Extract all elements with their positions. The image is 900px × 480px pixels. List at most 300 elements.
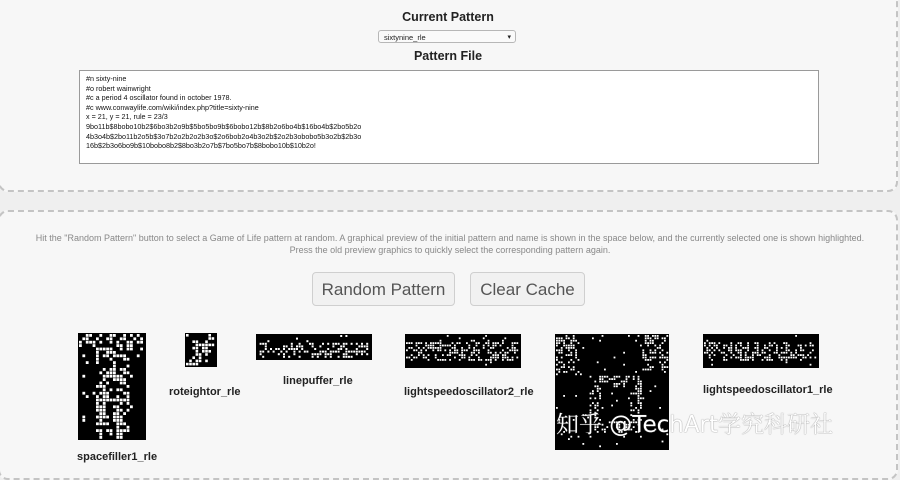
live-cell: [110, 375, 113, 378]
live-cell: [558, 342, 560, 344]
live-cell: [650, 342, 652, 344]
live-cell: [267, 340, 269, 342]
live-cell: [599, 378, 601, 380]
live-cell: [645, 357, 647, 359]
pattern-name[interactable]: lightspeedoscillator2_rle: [404, 386, 534, 398]
live-cell: [786, 345, 788, 347]
live-cell: [96, 348, 99, 351]
live-cell: [618, 383, 620, 385]
live-cell: [488, 340, 490, 342]
live-cell: [325, 353, 327, 355]
live-cell: [330, 356, 332, 358]
live-cell: [338, 351, 340, 353]
live-cell: [196, 347, 199, 350]
live-cell: [786, 352, 788, 354]
live-cell: [123, 399, 126, 402]
live-cell: [476, 345, 478, 347]
pattern-name[interactable]: lightspeedoscillator1_rle: [703, 384, 833, 396]
live-cell: [597, 388, 599, 390]
live-cell: [192, 347, 195, 350]
live-cell: [738, 349, 740, 351]
live-cell: [645, 335, 647, 337]
pattern-preview-graphic: [185, 333, 217, 367]
live-cell: [628, 335, 630, 337]
live-cell: [267, 351, 269, 353]
live-cell: [599, 388, 601, 390]
live-cell: [502, 340, 504, 342]
live-cell: [442, 345, 444, 347]
live-cell: [464, 354, 466, 356]
live-cell: [723, 347, 725, 349]
live-cell: [96, 409, 99, 412]
live-cell: [781, 359, 783, 361]
live-cell: [599, 376, 601, 378]
live-cell: [745, 359, 747, 361]
live-cell: [103, 385, 106, 388]
live-cell: [99, 385, 102, 388]
live-cell: [638, 393, 640, 395]
live-cell: [602, 335, 604, 337]
live-cell: [558, 352, 560, 354]
pattern-select[interactable]: [378, 30, 516, 43]
live-cell: [428, 354, 430, 356]
live-cell: [454, 349, 456, 351]
live-cell: [442, 359, 444, 361]
pattern-thumb-lightspeedoscillator2[interactable]: [405, 334, 521, 368]
live-cell: [490, 352, 492, 354]
live-cell: [502, 349, 504, 351]
live-cell: [273, 351, 275, 353]
chevron-updown-icon: ▾: [507, 34, 511, 41]
live-cell: [786, 349, 788, 351]
live-cell: [411, 354, 413, 356]
live-cell: [786, 359, 788, 361]
live-cell: [116, 344, 119, 347]
live-cell: [650, 340, 652, 342]
live-cell: [488, 342, 490, 344]
live-cell: [449, 345, 451, 347]
live-cell: [642, 397, 644, 399]
live-cell: [478, 352, 480, 354]
live-cell: [96, 422, 99, 425]
pattern-thumb-linepuffer[interactable]: [256, 334, 372, 360]
live-cell: [566, 337, 568, 339]
live-cell: [340, 348, 342, 350]
live-cell: [721, 352, 723, 354]
live-cell: [440, 345, 442, 347]
live-cell: [810, 352, 812, 354]
live-cell: [512, 357, 514, 359]
live-cell: [327, 348, 329, 350]
live-cell: [86, 361, 89, 364]
live-cell: [638, 395, 640, 397]
live-cell: [516, 349, 518, 351]
live-cell: [82, 419, 85, 422]
live-cell: [618, 376, 620, 378]
live-cell: [776, 349, 778, 351]
live-cell: [103, 402, 106, 405]
live-cell: [93, 344, 96, 347]
live-cell: [260, 351, 262, 353]
live-cell: [757, 342, 759, 344]
live-cell: [413, 349, 415, 351]
live-cell: [473, 349, 475, 351]
live-cell: [616, 376, 618, 378]
live-cell: [716, 347, 718, 349]
instructions-line-1: Hit the "Random Pattern" button to select a Game of Life pattern at random. A graphical preview of the initial pattern and name is shown in the space below, and the currently selected one is shown highlighted.: [35, 233, 865, 243]
live-cell: [757, 347, 759, 349]
live-cell: [291, 348, 293, 350]
live-cell: [416, 349, 418, 351]
live-cell: [750, 357, 752, 359]
live-cell: [507, 352, 509, 354]
live-cell: [730, 352, 732, 354]
live-cell: [711, 364, 713, 366]
live-cell: [106, 375, 109, 378]
live-cell: [599, 381, 601, 383]
pattern-thumb-spacefiller1[interactable]: [78, 333, 146, 440]
live-cell: [786, 342, 788, 344]
live-cell: [769, 349, 771, 351]
live-cell: [133, 337, 136, 340]
live-cell: [262, 343, 264, 345]
live-cell: [502, 357, 504, 359]
live-cell: [642, 349, 644, 351]
live-cell: [594, 397, 596, 399]
live-cell: [89, 334, 92, 337]
live-cell: [730, 345, 732, 347]
live-cell: [502, 354, 504, 356]
live-cell: [99, 382, 102, 385]
live-cell: [208, 344, 211, 347]
live-cell: [516, 357, 518, 359]
live-cell: [626, 376, 628, 378]
live-cell: [338, 348, 340, 350]
live-cell: [106, 416, 109, 419]
live-cell: [348, 356, 350, 358]
live-cell: [478, 357, 480, 359]
live-cell: [714, 349, 716, 351]
live-cell: [338, 343, 340, 345]
live-cell: [461, 347, 463, 349]
live-cell: [790, 354, 792, 356]
live-cell: [590, 393, 592, 395]
live-cell: [640, 388, 642, 390]
pattern-name[interactable]: roteightor_rle: [169, 386, 241, 398]
live-cell: [116, 378, 119, 381]
live-cell: [769, 359, 771, 361]
live-cell: [490, 359, 492, 361]
live-cell: [597, 385, 599, 387]
live-cell: [709, 345, 711, 347]
live-cell: [110, 334, 113, 337]
live-cell: [440, 347, 442, 349]
live-cell: [99, 399, 102, 402]
live-cell: [447, 354, 449, 356]
live-cell: [616, 400, 618, 402]
live-cell: [490, 347, 492, 349]
live-cell: [461, 352, 463, 354]
live-cell: [301, 345, 303, 347]
live-cell: [454, 347, 456, 349]
live-cell: [301, 348, 303, 350]
live-cell: [573, 335, 575, 337]
live-cell: [283, 353, 285, 355]
live-cell: [430, 347, 432, 349]
live-cell: [556, 349, 558, 351]
live-cell: [471, 359, 473, 361]
live-cell: [500, 345, 502, 347]
live-cell: [123, 358, 126, 361]
live-cell: [110, 388, 113, 391]
live-cell: [606, 376, 608, 378]
live-cell: [664, 361, 666, 363]
live-cell: [423, 357, 425, 359]
live-cell: [662, 354, 664, 356]
live-cell: [476, 349, 478, 351]
live-cell: [478, 359, 480, 361]
live-cell: [704, 345, 706, 347]
live-cell: [356, 348, 358, 350]
live-cell: [99, 341, 102, 344]
live-cell: [208, 337, 211, 340]
live-cell: [752, 354, 754, 356]
pattern-thumb-roteightor[interactable]: [185, 333, 217, 367]
live-cell: [786, 361, 788, 363]
live-cell: [113, 416, 116, 419]
live-cell: [652, 340, 654, 342]
live-cell: [123, 422, 126, 425]
live-cell: [356, 353, 358, 355]
live-cell: [757, 354, 759, 356]
live-cell: [332, 343, 334, 345]
live-cell: [514, 342, 516, 344]
live-cell: [435, 342, 437, 344]
pattern-name[interactable]: linepuffer_rle: [283, 375, 353, 387]
live-cell: [573, 361, 575, 363]
live-cell: [602, 381, 604, 383]
live-cell: [626, 381, 628, 383]
live-cell: [338, 356, 340, 358]
live-cell: [103, 412, 106, 415]
pattern-file-textarea[interactable]: [79, 70, 819, 164]
live-cell: [706, 340, 708, 342]
live-cell: [647, 335, 649, 337]
live-cell: [120, 382, 123, 385]
live-cell: [638, 397, 640, 399]
live-cell: [420, 349, 422, 351]
live-cell: [432, 347, 434, 349]
live-cell: [330, 353, 332, 355]
live-cell: [406, 349, 408, 351]
live-cell: [110, 433, 113, 436]
live-cell: [657, 337, 659, 339]
live-cell: [314, 348, 316, 350]
live-cell: [127, 385, 130, 388]
live-cell: [454, 357, 456, 359]
live-cell: [123, 334, 126, 337]
live-cell: [205, 360, 208, 363]
live-cell: [140, 337, 143, 340]
live-cell: [110, 358, 113, 361]
live-cell: [747, 342, 749, 344]
live-cell: [110, 399, 113, 402]
live-cell: [566, 354, 568, 356]
live-cell: [99, 409, 102, 412]
live-cell: [723, 345, 725, 347]
live-cell: [654, 349, 656, 351]
live-cell: [790, 352, 792, 354]
live-cell: [278, 353, 280, 355]
live-cell: [130, 348, 133, 351]
live-cell: [575, 354, 577, 356]
live-cell: [800, 347, 802, 349]
live-cell: [568, 354, 570, 356]
live-cell: [345, 335, 347, 337]
live-cell: [116, 375, 119, 378]
live-cell: [764, 347, 766, 349]
live-cell: [645, 340, 647, 342]
random-pattern-button[interactable]: Random Pattern: [312, 272, 455, 306]
live-cell: [106, 337, 109, 340]
live-cell: [718, 349, 720, 351]
live-cell: [116, 399, 119, 402]
live-cell: [509, 349, 511, 351]
live-cell: [766, 357, 768, 359]
pattern-name[interactable]: spacefiller1_rle: [77, 451, 158, 463]
live-cell: [652, 366, 654, 368]
live-cell: [752, 357, 754, 359]
live-cell: [110, 348, 113, 351]
live-cell: [647, 369, 649, 371]
live-cell: [413, 357, 415, 359]
live-cell: [473, 359, 475, 361]
live-cell: [113, 419, 116, 422]
live-cell: [573, 369, 575, 371]
live-cell: [123, 382, 126, 385]
live-cell: [123, 368, 126, 371]
rle-line: x = 21, y = 21, rule = 23/3: [86, 112, 168, 122]
live-cell: [783, 352, 785, 354]
live-cell: [120, 399, 123, 402]
live-cell: [778, 354, 780, 356]
live-cell: [418, 354, 420, 356]
live-cell: [468, 357, 470, 359]
pattern-file-heading: Pattern File: [413, 49, 483, 63]
live-cell: [561, 347, 563, 349]
live-cell: [442, 354, 444, 356]
live-cell: [212, 337, 215, 340]
live-cell: [106, 395, 109, 398]
live-cell: [127, 399, 130, 402]
live-cell: [516, 342, 518, 344]
live-cell: [299, 356, 301, 358]
live-cell: [262, 356, 264, 358]
live-cell: [440, 349, 442, 351]
live-cell: [461, 354, 463, 356]
pattern-thumb-lightspeedoscillator1[interactable]: [703, 334, 819, 368]
live-cell: [812, 349, 814, 351]
live-cell: [735, 347, 737, 349]
live-cell: [640, 397, 642, 399]
live-cell: [208, 350, 211, 353]
live-cell: [730, 357, 732, 359]
live-cell: [99, 334, 102, 337]
live-cell: [645, 359, 647, 361]
live-cell: [488, 352, 490, 354]
live-cell: [416, 345, 418, 347]
live-cell: [120, 409, 123, 412]
live-cell: [120, 348, 123, 351]
live-cell: [563, 364, 565, 366]
live-cell: [790, 357, 792, 359]
live-cell: [662, 364, 664, 366]
live-cell: [473, 347, 475, 349]
live-cell: [361, 351, 363, 353]
live-cell: [420, 352, 422, 354]
live-cell: [778, 357, 780, 359]
live-cell: [747, 349, 749, 351]
live-cell: [597, 402, 599, 404]
live-cell: [476, 354, 478, 356]
live-cell: [757, 352, 759, 354]
current-pattern-heading: Current Pattern: [402, 10, 494, 24]
live-cell: [345, 348, 347, 350]
live-cell: [428, 359, 430, 361]
live-cell: [332, 351, 334, 353]
live-cell: [454, 345, 456, 347]
live-cell: [127, 341, 130, 344]
live-cell: [113, 365, 116, 368]
live-cell: [602, 376, 604, 378]
live-cell: [127, 358, 130, 361]
live-cell: [106, 354, 109, 357]
live-cell: [662, 349, 664, 351]
live-cell: [488, 349, 490, 351]
live-cell: [278, 348, 280, 350]
rle-line: #c www.conwaylife.com/wiki/index.php?title=sixty-nine: [86, 102, 259, 112]
live-cell: [640, 385, 642, 387]
live-cell: [123, 337, 126, 340]
live-cell: [747, 359, 749, 361]
live-cell: [757, 345, 759, 347]
clear-cache-button[interactable]: Clear Cache: [470, 272, 585, 306]
live-cell: [343, 353, 345, 355]
live-cell: [488, 345, 490, 347]
live-cell: [99, 348, 102, 351]
live-cell: [590, 397, 592, 399]
live-cell: [408, 342, 410, 344]
live-cell: [319, 345, 321, 347]
live-cell: [650, 369, 652, 371]
live-cell: [776, 347, 778, 349]
live-cell: [120, 416, 123, 419]
live-cell: [654, 345, 656, 347]
live-cell: [86, 341, 89, 344]
live-cell: [137, 354, 140, 357]
live-cell: [322, 351, 324, 353]
live-cell: [628, 376, 630, 378]
live-cell: [740, 342, 742, 344]
live-cell: [558, 371, 560, 373]
live-cell: [570, 352, 572, 354]
live-cell: [738, 342, 740, 344]
live-cell: [740, 354, 742, 356]
live-cell: [635, 388, 637, 390]
live-cell: [106, 348, 109, 351]
live-cell: [566, 345, 568, 347]
live-cell: [449, 354, 451, 356]
